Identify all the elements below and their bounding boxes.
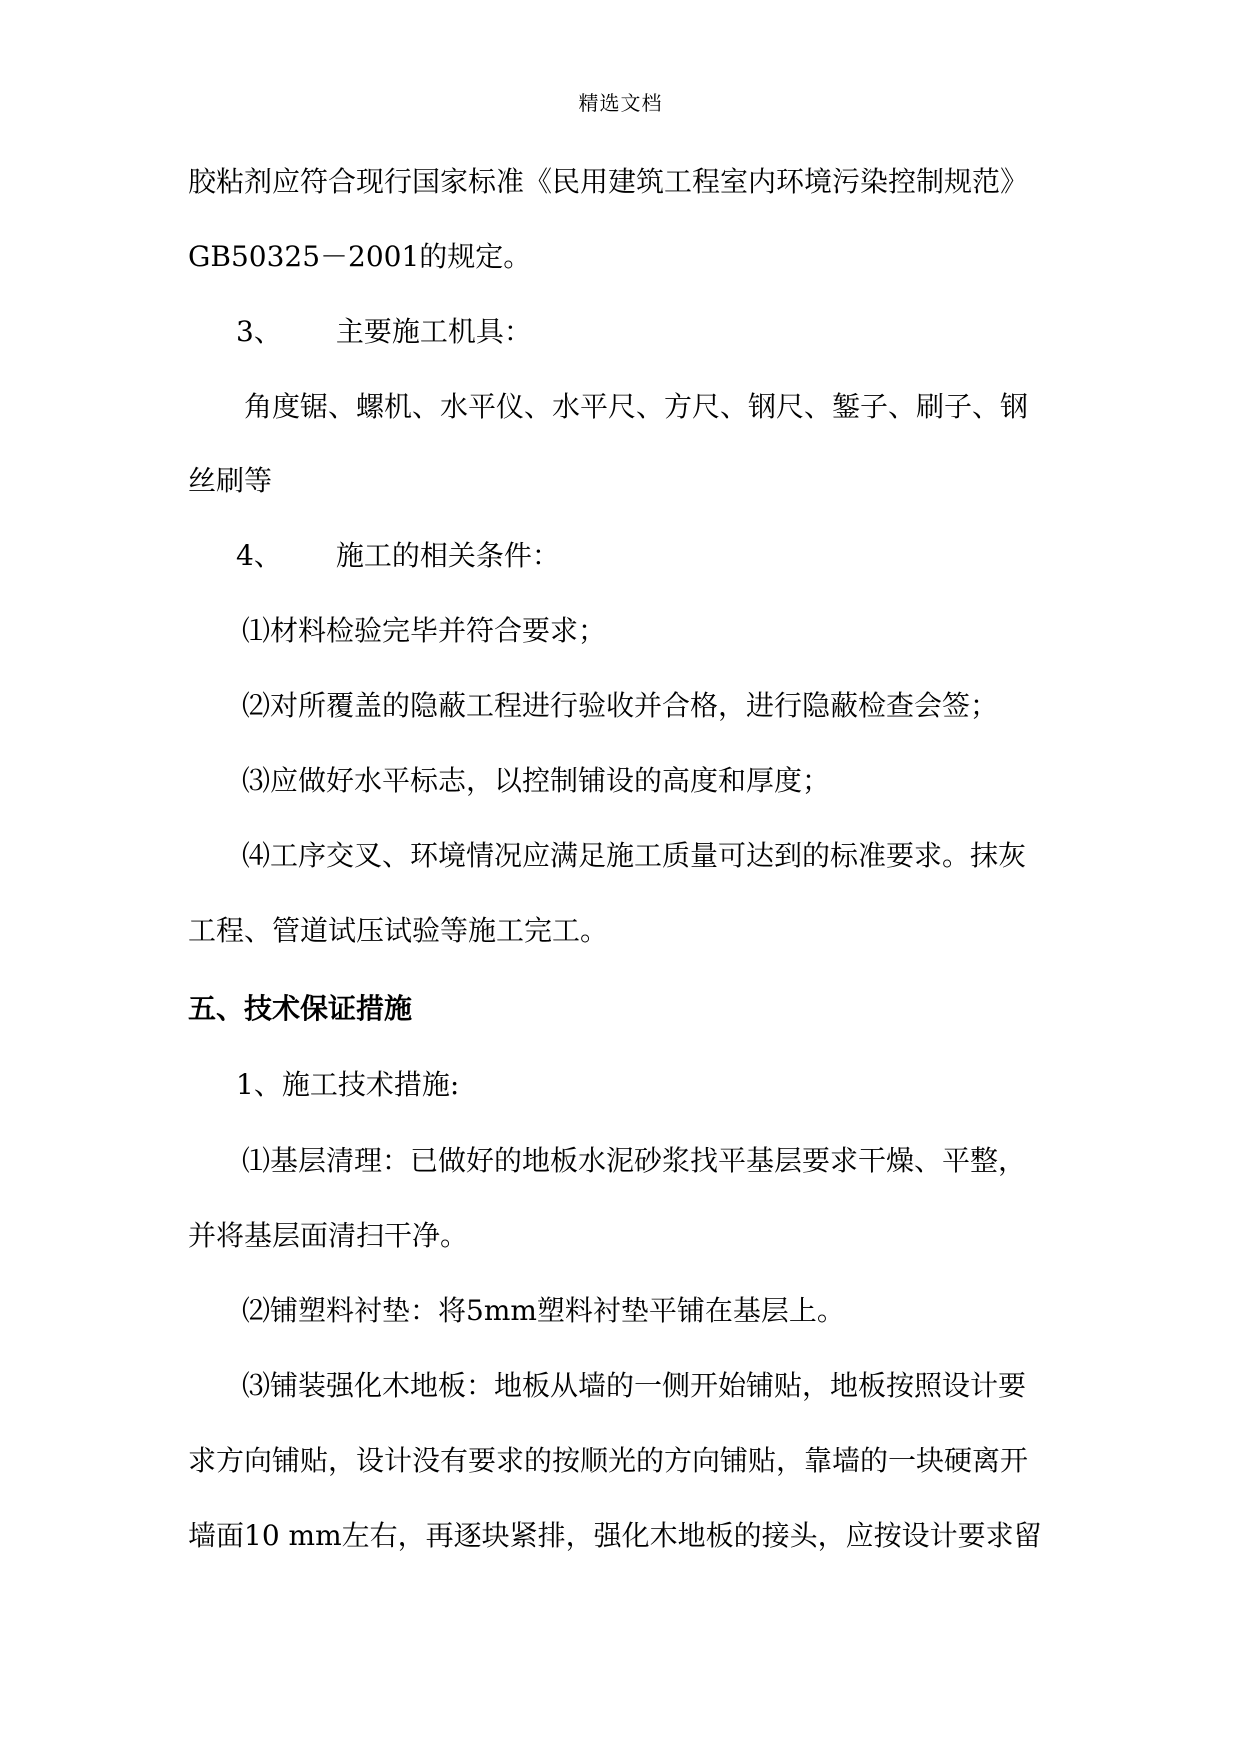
- subsection-heading: [236, 538, 560, 574]
- paragraph-line: 角度锯、螺机、水平仪、水平尺、方尺、钢尺、錾子、刷子、钢: [244, 390, 1029, 423]
- list-item: ⑶铺装强化木地板：地板从墙的一侧开始铺贴，地板按照设计要: [242, 1369, 1027, 1402]
- paragraph-line: GB50325－2001的规定。: [188, 240, 532, 273]
- list-item: ⑷工序交叉、环境情况应满足施工质量可达到的标准要求。抹灰: [242, 839, 1027, 872]
- subsection-heading: 1、施工技术措施:: [236, 1068, 460, 1101]
- list-item: ⑴材料检验完毕并符合要求；: [242, 614, 607, 647]
- paragraph-line: 工程、管道试压试验等施工完工。: [188, 914, 609, 947]
- subsection-title: 施工的相关条件：: [335, 539, 560, 572]
- paragraph-line: 墙面10 mm左右，再逐块紧排，强化木地板的接头，应按设计要求留: [188, 1519, 1042, 1552]
- list-item: ⑵铺塑料衬垫：将5mm塑料衬垫平铺在基层上。: [242, 1294, 845, 1327]
- paragraph-line: 求方向铺贴，设计没有要求的按顺光的方向铺贴，靠墙的一块硬离开: [188, 1444, 1029, 1477]
- subsection-number: 3、: [236, 315, 282, 348]
- paragraph-line: 并将基层面清扫干净。: [188, 1219, 469, 1252]
- paragraph-line: 丝刷等: [188, 464, 273, 497]
- page-header: 精选文档: [578, 91, 663, 115]
- section-heading: 五、技术保证措施: [188, 992, 413, 1025]
- list-item: ⑶应做好水平标志，以控制铺设的高度和厚度；: [242, 764, 831, 797]
- paragraph-line: 胶粘剂应符合现行国家标准《民用建筑工程室内环境污染控制规范》: [188, 165, 1029, 198]
- list-item: ⑴基层清理：已做好的地板水泥砂浆找平基层要求干燥、平整，: [242, 1144, 1027, 1177]
- subsection-title: 主要施工机具：: [335, 315, 532, 348]
- subsection-number: 4、: [236, 539, 282, 572]
- subsection-heading: [236, 314, 532, 350]
- list-item: ⑵对所覆盖的隐蔽工程进行验收并合格，进行隐蔽检查会签；: [242, 689, 999, 722]
